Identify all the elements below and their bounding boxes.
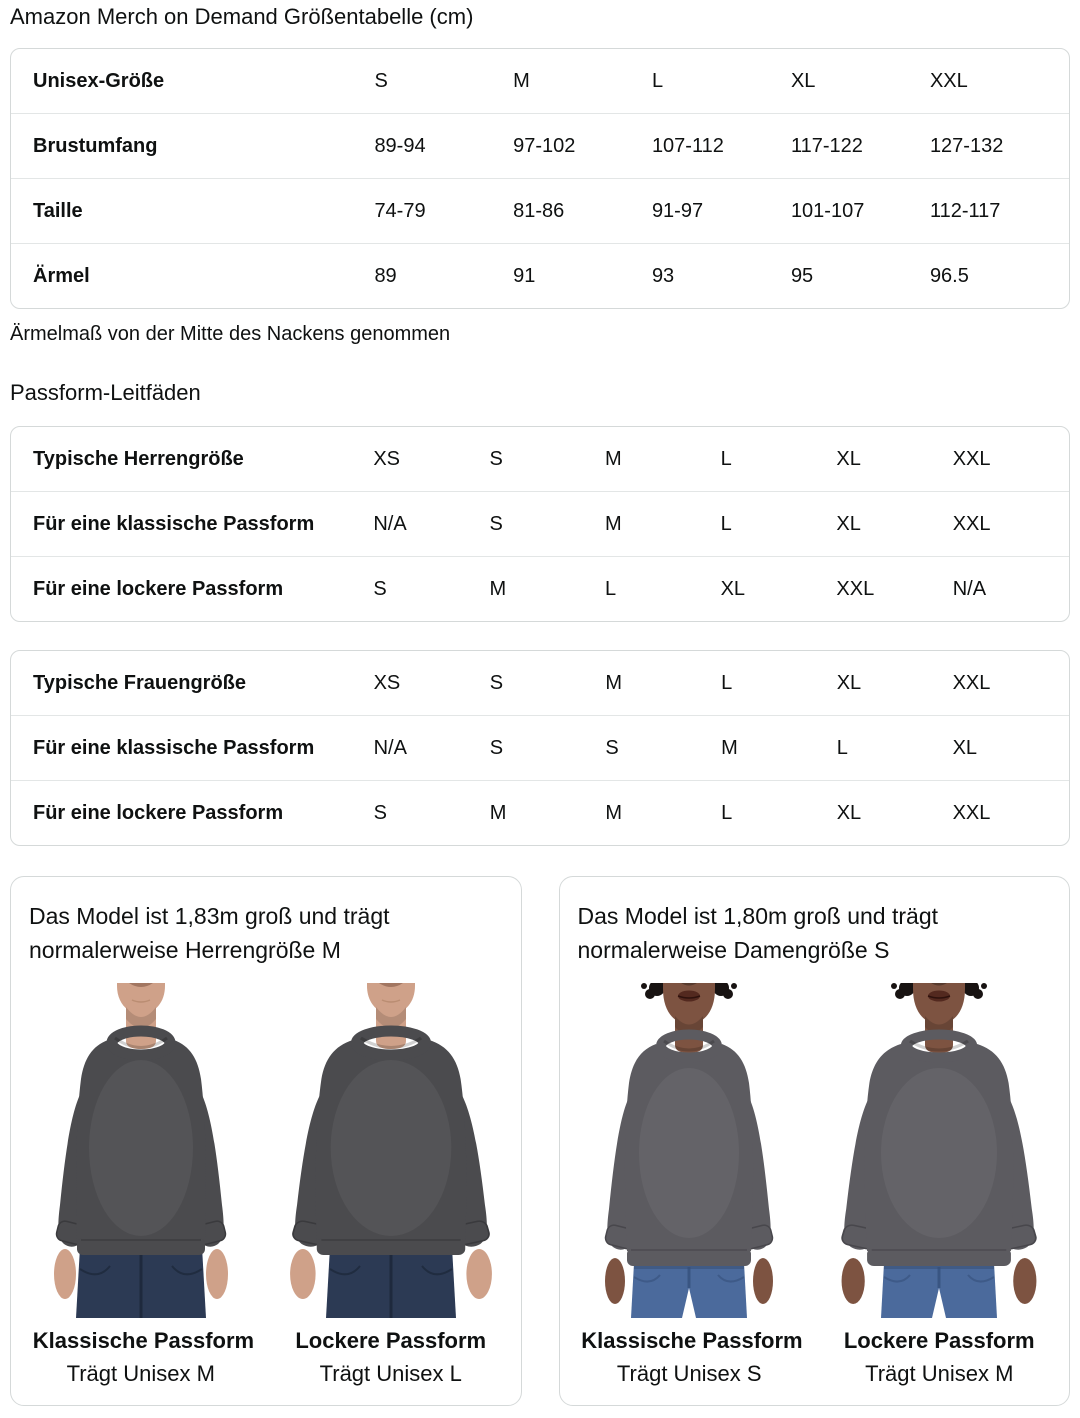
model-photo — [582, 983, 796, 1318]
row-label: Typische Frauengröße — [33, 672, 247, 694]
model-figures — [29, 983, 503, 1387]
cell-value: S — [605, 715, 721, 780]
table-row — [11, 556, 1069, 621]
cell-value: XXL — [836, 556, 952, 621]
cell-value: M — [605, 448, 622, 470]
cell-value: 107-112 — [652, 113, 791, 178]
cell-value: 96.5 — [930, 243, 1069, 308]
model-photo-illustration — [832, 983, 1046, 1318]
womens-fit-table — [10, 650, 1070, 846]
row-label: Ärmel — [11, 243, 374, 308]
model-photo-illustration — [284, 983, 498, 1318]
cell-value: 97-102 — [513, 113, 652, 178]
cell-value: M — [489, 556, 605, 621]
cell-value: S — [374, 70, 388, 92]
cell-value: XL — [836, 491, 952, 556]
cell-value: XL — [837, 780, 953, 845]
cell-value: S — [489, 491, 605, 556]
cell-value: 117-122 — [791, 113, 930, 178]
cell-value: N/A — [373, 491, 489, 556]
fit-label: Klassische Passform — [32, 1328, 255, 1353]
fit-guides-heading: Passform-Leitfäden — [10, 380, 201, 405]
fit-label: Lockere Passform — [295, 1328, 487, 1353]
cell-value: 91 — [513, 243, 652, 308]
row-label: Für eine lockere Passform — [11, 556, 373, 621]
cell-value: M — [490, 780, 606, 845]
table-row — [11, 651, 1069, 715]
model-cards — [10, 876, 1070, 1406]
cell-value: L — [721, 672, 733, 694]
cell-value: M — [605, 672, 623, 694]
table-row — [11, 715, 1069, 780]
model-photo-illustration — [34, 983, 248, 1318]
table-row — [11, 49, 1069, 113]
table-row — [11, 780, 1069, 845]
row-label: Unisex-Größe — [33, 70, 165, 92]
table-row — [11, 491, 1069, 556]
row-label: Taille — [11, 178, 374, 243]
cell-value: 74-79 — [374, 178, 513, 243]
size-worn-label: Trägt Unisex L — [319, 1361, 462, 1386]
cell-value: XL — [721, 556, 837, 621]
model-photo-illustration — [582, 983, 796, 1318]
model-description: Das Model ist 1,80m groß und trägt normalerweise Damengröße S — [577, 903, 938, 963]
model-photo — [832, 983, 1046, 1318]
cell-value: XXL — [929, 70, 968, 92]
cell-value: S — [489, 448, 503, 470]
cell-value: XL — [953, 715, 1069, 780]
cell-value: XXL — [952, 672, 991, 694]
cell-value: M — [721, 715, 837, 780]
fit-label: Lockere Passform — [843, 1328, 1035, 1353]
cell-value: XXL — [952, 448, 991, 470]
cell-value: 93 — [652, 243, 791, 308]
cell-value: L — [720, 448, 732, 470]
row-label: Für eine klassische Passform — [11, 491, 373, 556]
model-photo — [284, 983, 498, 1318]
page-title: Amazon Merch on Demand Größentabelle (cm) — [10, 4, 474, 29]
cell-value: 95 — [791, 243, 930, 308]
mens-fit-table — [10, 426, 1070, 622]
cell-value: 101-107 — [791, 178, 930, 243]
row-label: Für eine klassische Passform — [11, 715, 374, 780]
cell-value: M — [605, 780, 721, 845]
table-row — [11, 427, 1069, 491]
cell-value: M — [605, 491, 721, 556]
size-worn-label: Trägt Unisex S — [616, 1361, 762, 1386]
male-model-card — [10, 876, 522, 1406]
table-row — [11, 178, 1069, 243]
cell-value: 89-94 — [374, 113, 513, 178]
cell-value: 81-86 — [513, 178, 652, 243]
size-worn-label: Trägt Unisex M — [66, 1361, 215, 1386]
model-description: Das Model ist 1,83m groß und trägt normalerweise Herrengröße M — [29, 903, 390, 963]
row-label: Für eine lockere Passform — [11, 780, 374, 845]
cell-value: L — [605, 556, 721, 621]
model-figure-classic — [32, 983, 255, 1387]
table-row — [11, 243, 1069, 308]
cell-value: 112-117 — [930, 178, 1069, 243]
model-figure-classic — [581, 983, 803, 1387]
model-photo — [34, 983, 248, 1318]
cell-value: XL — [836, 448, 861, 470]
sleeve-measure-note: Ärmelmaß von der Mitte des Nackens genommen — [10, 323, 451, 345]
row-label: Brustumfang — [11, 113, 374, 178]
row-label: Typische Herrengröße — [33, 448, 244, 470]
cell-value: XL — [790, 70, 816, 92]
cell-value: XXL — [953, 780, 1069, 845]
cell-value: 89 — [374, 243, 513, 308]
fit-label: Klassische Passform — [581, 1328, 803, 1353]
cell-value: L — [651, 70, 664, 92]
cell-value: XL — [836, 672, 862, 694]
cell-value: 91-97 — [652, 178, 791, 243]
cell-value: L — [837, 715, 953, 780]
cell-value: XXL — [953, 491, 1069, 556]
cell-value: XS — [373, 448, 401, 470]
female-model-card — [559, 876, 1071, 1406]
cell-value: 127-132 — [930, 113, 1069, 178]
cell-value: M — [513, 70, 530, 92]
cell-value: S — [490, 715, 606, 780]
cell-value: L — [721, 491, 837, 556]
model-figure-loose — [831, 983, 1047, 1387]
cell-value: S — [374, 780, 490, 845]
unisex-size-table — [10, 48, 1070, 309]
cell-value: S — [373, 556, 489, 621]
cell-value: N/A — [953, 556, 1069, 621]
cell-value: L — [721, 780, 837, 845]
model-figure-loose — [283, 983, 499, 1387]
cell-value: S — [489, 672, 504, 694]
size-worn-label: Trägt Unisex M — [865, 1361, 1014, 1386]
table-row — [11, 113, 1069, 178]
cell-value: N/A — [374, 715, 490, 780]
model-figures — [578, 983, 1052, 1387]
cell-value: XS — [373, 672, 401, 694]
